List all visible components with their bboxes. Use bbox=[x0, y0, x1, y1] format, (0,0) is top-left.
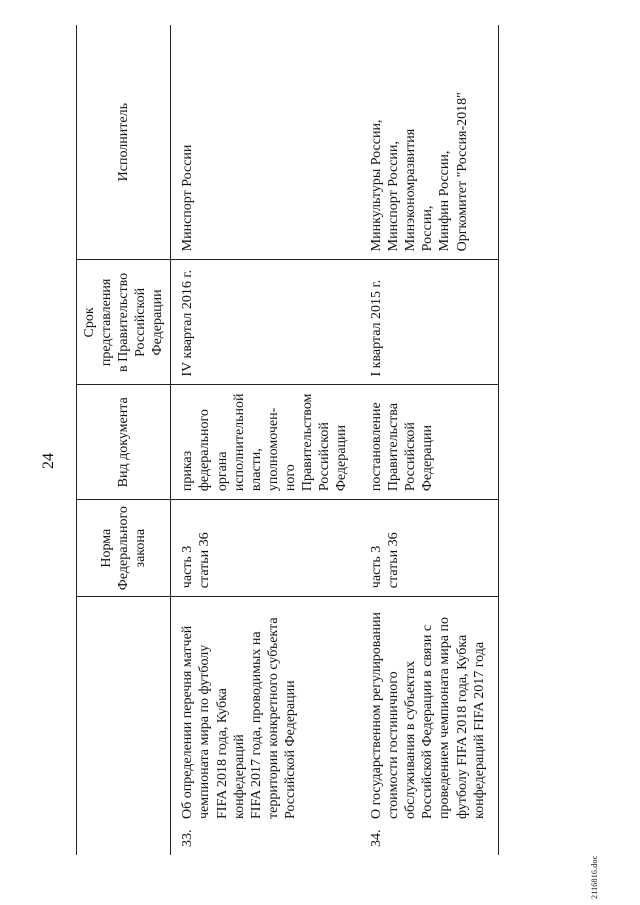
row-norm: часть 3 статьи 36 bbox=[360, 500, 498, 597]
row-norm: часть 3 статьи 36 bbox=[171, 500, 360, 597]
plan-table bbox=[76, 25, 499, 855]
row-subject-text: О государственном регулировании стоимости гостиничного обслуживания в субъектах Российской Федерации в связи с проведением чемпионата мира по футболу FIFA 2018 года, Кубка конфедераций FIFA 2017 года bbox=[369, 612, 487, 819]
header-subject bbox=[77, 597, 171, 855]
row-deadline: I квартал 2015 г. bbox=[360, 260, 498, 385]
row-subject-text: Об определении перечня матчей чемпионата мира по футболу FIFA 2018 года, Кубка конфедераций FIFA 2017 года, проводимых на территории конкретного субъекта Российской Федерации bbox=[180, 617, 298, 819]
table-header-row bbox=[77, 25, 171, 855]
table-bottom-rule bbox=[498, 25, 499, 855]
row-deadline: IV квартал 2016 г. bbox=[171, 260, 360, 385]
header-executor: Исполнитель bbox=[77, 25, 171, 260]
document-code: 2116816.doc bbox=[590, 855, 599, 899]
table-row bbox=[360, 25, 498, 855]
row-doc-type: приказ федерального органа исполнительной власти, уполномочен- ного Правительством Российской Федерации bbox=[171, 385, 360, 500]
header-deadline: Срок представления в Правительство Российской Федерации bbox=[77, 260, 171, 385]
page-number: 24 bbox=[40, 453, 57, 469]
row-number: 34. bbox=[369, 829, 385, 847]
row-doc-type: постановление Правительства Российской Федерации bbox=[360, 385, 498, 500]
row-subject bbox=[360, 597, 498, 855]
table-row bbox=[171, 25, 360, 855]
header-doc-type: Вид документа bbox=[77, 385, 171, 500]
row-executor: Минкультуры России, Минспорт России, Минэкономразвития России, Минфин России, Оргкомитет "Россия-2018" bbox=[360, 25, 498, 260]
header-norm: Норма Федерального закона bbox=[77, 500, 171, 597]
row-executor: Минспорт России bbox=[171, 25, 360, 260]
row-number: 33. bbox=[180, 829, 196, 847]
row-subject bbox=[171, 597, 360, 855]
